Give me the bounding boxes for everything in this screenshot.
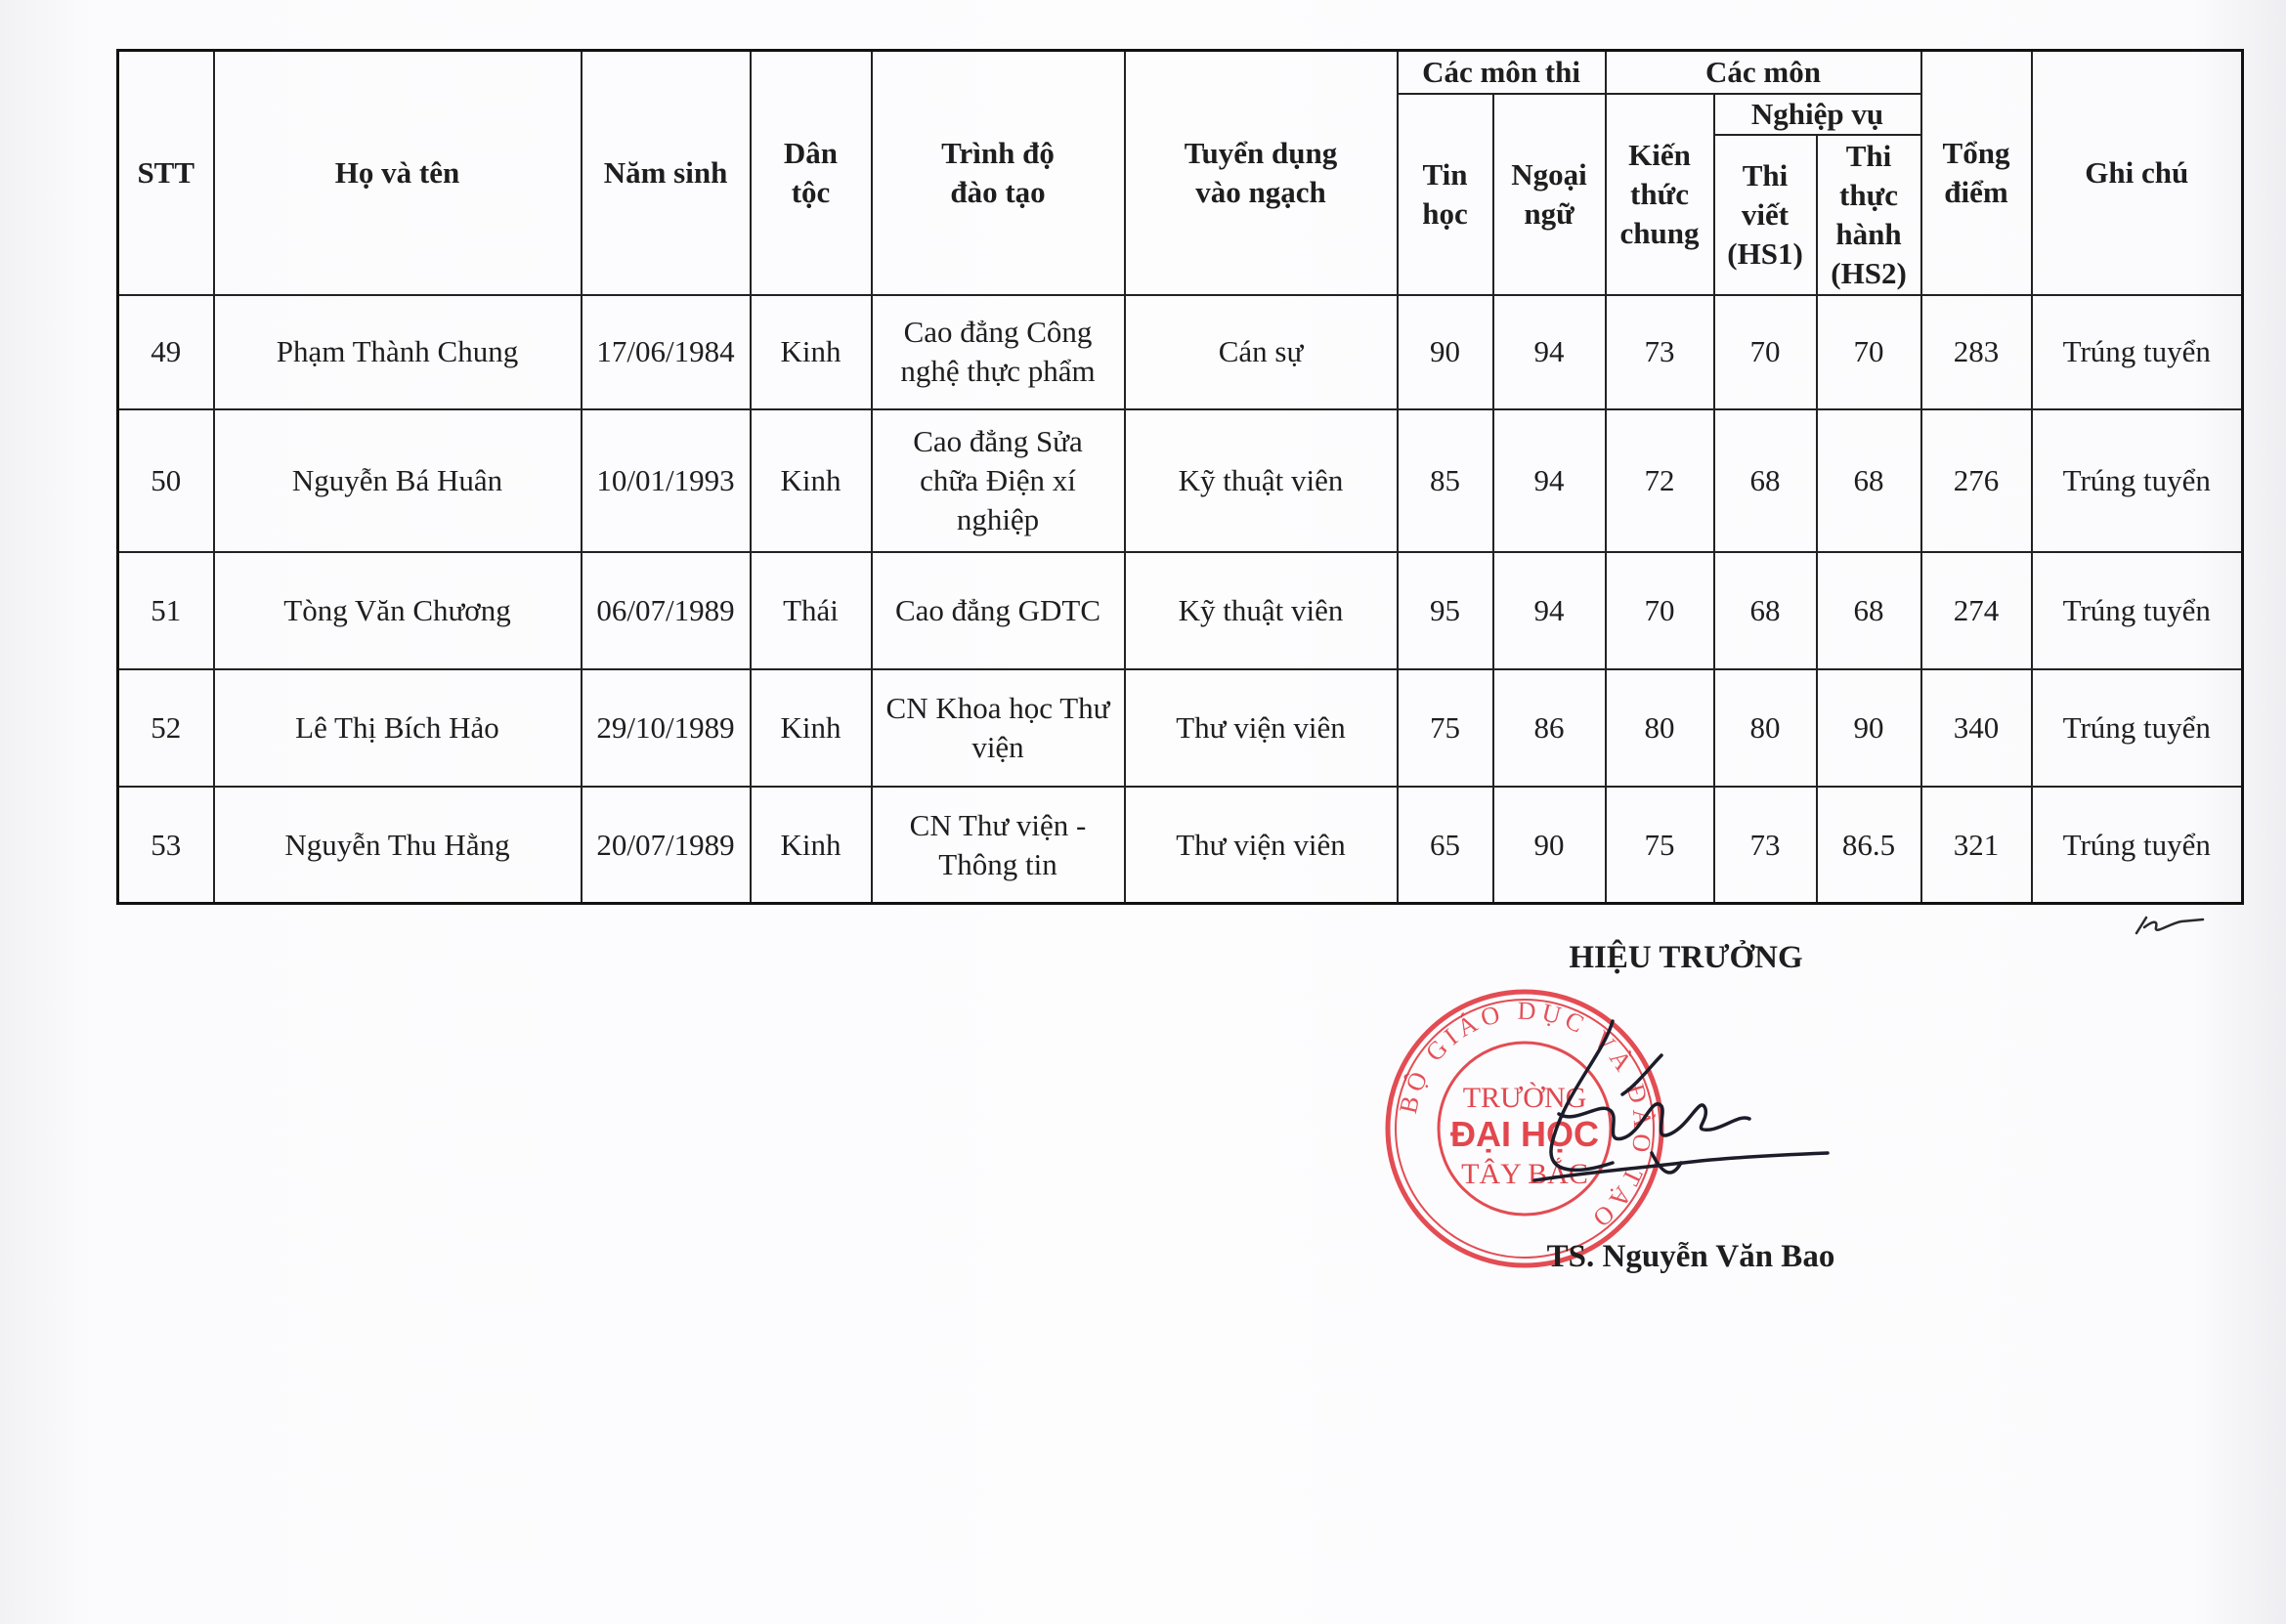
header-exam-subjects: Các môn thi xyxy=(1398,51,1606,94)
cell-general: 70 xyxy=(1606,552,1714,668)
cell-total: 283 xyxy=(1921,295,2032,409)
header-education: Trình độ đào tạo xyxy=(872,51,1125,295)
cell-total: 340 xyxy=(1921,669,2032,787)
cell-ethnicity: Thái xyxy=(751,552,872,668)
cell-total: 276 xyxy=(1921,409,2032,553)
cell-dob: 17/06/1984 xyxy=(582,295,751,409)
cell-language: 86 xyxy=(1493,669,1606,787)
cell-stt: 50 xyxy=(118,409,214,553)
cell-total: 321 xyxy=(1921,787,2032,903)
cell-total: 274 xyxy=(1921,552,2032,668)
cell-dob: 29/10/1989 xyxy=(582,669,751,787)
header-professional: Nghiệp vụ xyxy=(1714,94,1921,135)
cell-name: Nguyễn Thu Hằng xyxy=(214,787,582,903)
results-table xyxy=(116,49,2244,905)
header-ethnicity: Dân tộc xyxy=(751,51,872,295)
cell-it: 95 xyxy=(1398,552,1493,668)
cell-education: CN Khoa học Thư viện xyxy=(872,669,1125,787)
table-row xyxy=(118,787,2243,903)
cell-education: CN Thư viện - Thông tin xyxy=(872,787,1125,903)
header-language: Ngoại ngữ xyxy=(1493,94,1606,295)
header-written: Thi viết (HS1) xyxy=(1714,135,1817,295)
cell-name: Tòng Văn Chương xyxy=(214,552,582,668)
cell-ethnicity: Kinh xyxy=(751,669,872,787)
cell-rank: Kỹ thuật viên xyxy=(1125,552,1398,668)
header-name: Họ và tên xyxy=(214,51,582,295)
cell-name: Phạm Thành Chung xyxy=(214,295,582,409)
header-stt: STT xyxy=(118,51,214,295)
cell-language: 90 xyxy=(1493,787,1606,903)
cell-note: Trúng tuyển xyxy=(2032,669,2243,787)
cell-stt: 52 xyxy=(118,669,214,787)
cell-general: 80 xyxy=(1606,669,1714,787)
cell-it: 65 xyxy=(1398,787,1493,903)
cell-written: 80 xyxy=(1714,669,1817,787)
cell-stt: 49 xyxy=(118,295,214,409)
cell-rank: Thư viện viên xyxy=(1125,669,1398,787)
cell-education: Cao đẳng Công nghệ thực phẩm xyxy=(872,295,1125,409)
table-row xyxy=(118,669,2243,787)
header-general-knowledge: Kiến thức chung xyxy=(1606,94,1714,295)
header-note: Ghi chú xyxy=(2032,51,2243,295)
cell-ethnicity: Kinh xyxy=(751,787,872,903)
signature-title: HIỆU TRƯỞNG xyxy=(1569,940,1803,975)
cell-practical: 90 xyxy=(1817,669,1921,787)
header-it: Tin học xyxy=(1398,94,1493,295)
cell-written: 73 xyxy=(1714,787,1817,903)
cell-it: 85 xyxy=(1398,409,1493,553)
cell-note: Trúng tuyển xyxy=(2032,787,2243,903)
cell-general: 73 xyxy=(1606,295,1714,409)
cell-dob: 10/01/1993 xyxy=(582,409,751,553)
cell-name: Nguyễn Bá Huân xyxy=(214,409,582,553)
cell-stt: 53 xyxy=(118,787,214,903)
cell-dob: 20/07/1989 xyxy=(582,787,751,903)
stamp-ring-text: BỘ GIÁO DỤC VÀ ĐÀO TẠO xyxy=(1393,996,1658,1236)
cell-it: 75 xyxy=(1398,669,1493,787)
header-rank: Tuyển dụng vào ngạch xyxy=(1125,51,1398,295)
stamp-line-3: TÂY BẮC xyxy=(1461,1158,1588,1190)
cell-written: 68 xyxy=(1714,552,1817,668)
cell-stt: 51 xyxy=(118,552,214,668)
cell-language: 94 xyxy=(1493,295,1606,409)
stamp-line-1: TRƯỜNG xyxy=(1462,1082,1587,1114)
cell-ethnicity: Kinh xyxy=(751,409,872,553)
stamp-line-2: ĐẠI HỌC xyxy=(1450,1114,1599,1154)
header-dob: Năm sinh xyxy=(582,51,751,295)
cell-education: Cao đẳng Sửa chữa Điện xí nghiệp xyxy=(872,409,1125,553)
cell-education: Cao đẳng GDTC xyxy=(872,552,1125,668)
cell-practical: 70 xyxy=(1817,295,1921,409)
cell-dob: 06/07/1989 xyxy=(582,552,751,668)
cell-rank: Kỹ thuật viên xyxy=(1125,409,1398,553)
initials-mark xyxy=(2131,904,2209,943)
header-subjects: Các môn xyxy=(1606,51,1921,94)
table-row xyxy=(118,295,2243,409)
signer-name: TS. Nguyễn Văn Bao xyxy=(1546,1239,1835,1274)
cell-language: 94 xyxy=(1493,552,1606,668)
cell-name: Lê Thị Bích Hảo xyxy=(214,669,582,787)
cell-general: 75 xyxy=(1606,787,1714,903)
cell-written: 70 xyxy=(1714,295,1817,409)
cell-general: 72 xyxy=(1606,409,1714,553)
cell-it: 90 xyxy=(1398,295,1493,409)
cell-note: Trúng tuyển xyxy=(2032,409,2243,553)
handwritten-signature xyxy=(1505,1016,1837,1212)
table-row xyxy=(118,409,2243,553)
table-row xyxy=(118,552,2243,668)
cell-ethnicity: Kinh xyxy=(751,295,872,409)
header-practical: Thi thực hành (HS2) xyxy=(1817,135,1921,295)
cell-note: Trúng tuyển xyxy=(2032,295,2243,409)
cell-practical: 86.5 xyxy=(1817,787,1921,903)
cell-rank: Thư viện viên xyxy=(1125,787,1398,903)
header-total: Tổng điểm xyxy=(1921,51,2032,295)
cell-language: 94 xyxy=(1493,409,1606,553)
cell-practical: 68 xyxy=(1817,409,1921,553)
cell-rank: Cán sự xyxy=(1125,295,1398,409)
cell-note: Trúng tuyển xyxy=(2032,552,2243,668)
cell-written: 68 xyxy=(1714,409,1817,553)
cell-practical: 68 xyxy=(1817,552,1921,668)
